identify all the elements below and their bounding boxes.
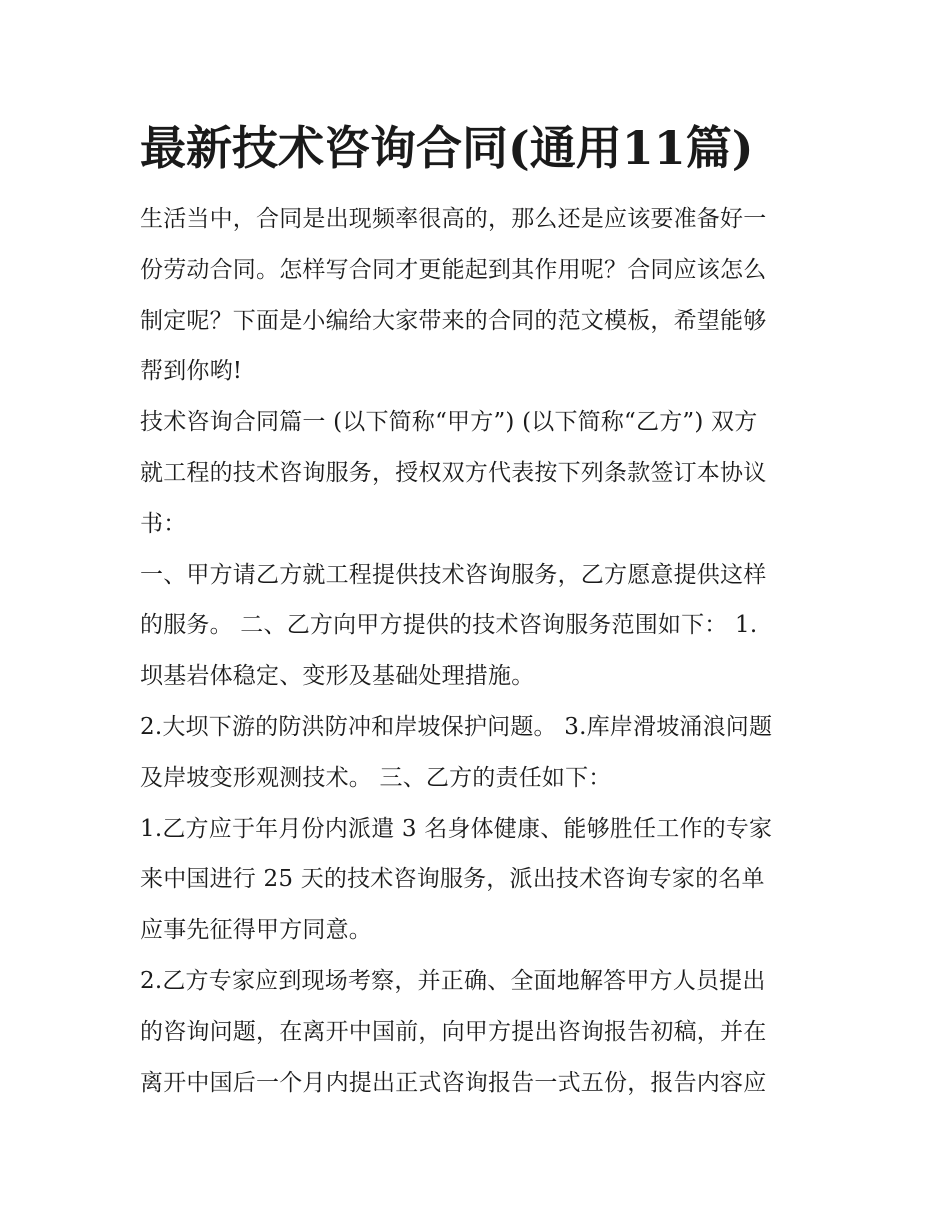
- body-line: 份劳动合同。怎样写合同才更能起到其作用呢？合同应该怎么: [140, 256, 767, 283]
- body-line: 来中国进行 25 天的技术咨询服务，派出技术咨询专家的名单: [140, 866, 765, 893]
- body-line: 离开中国后一个月内提出正式咨询报告一式五份，报告内容应: [140, 1069, 767, 1096]
- body-line: 及岸坡变形观测技术。 三、乙方的责任如下：: [140, 764, 612, 791]
- body-line: 2.大坝下游的防洪防冲和岸坡保护问题。 3.库岸滑坡涌浪问题: [140, 713, 773, 740]
- body-line: 生活当中，合同是出现频率很高的，那么还是应该要准备好一: [140, 206, 767, 232]
- body-line: 技术咨询合同篇一 (以下简称“甲方”) (以下简称“乙方”) 双方: [140, 409, 758, 436]
- document-body: [140, 194, 820, 1108]
- body-line: 1.乙方应于年月份内派遣 3 名身体健康、能够胜任工作的专家: [140, 815, 773, 842]
- document-page: [140, 112, 820, 1108]
- body-line: 的咨询问题，在离开中国前，向甲方提出咨询报告初稿，并在: [140, 1018, 767, 1045]
- body-line: 帮到你哟!: [140, 358, 243, 385]
- body-line: 书：: [140, 510, 187, 537]
- document-title: 最新技术咨询合同(通用11篇): [140, 121, 754, 175]
- body-line: 的服务。 二、乙方向甲方提供的技术咨询服务范围如下： 1.: [140, 612, 758, 639]
- body-line: 坝基岩体稳定、变形及基础处理措施。: [140, 663, 535, 690]
- body-line: 2.乙方专家应到现场考察，并正确、全面地解答甲方人员提出: [140, 967, 766, 994]
- body-line: 制定呢？下面是小编给大家带来的合同的范文模板，希望能够: [140, 307, 767, 334]
- body-line: 应事先征得甲方同意。: [140, 917, 372, 944]
- body-line: 就工程的技术咨询服务，授权双方代表按下列条款签订本协议: [140, 459, 767, 486]
- body-line: 一、甲方请乙方就工程提供技术咨询服务，乙方愿意提供这样: [140, 561, 767, 588]
